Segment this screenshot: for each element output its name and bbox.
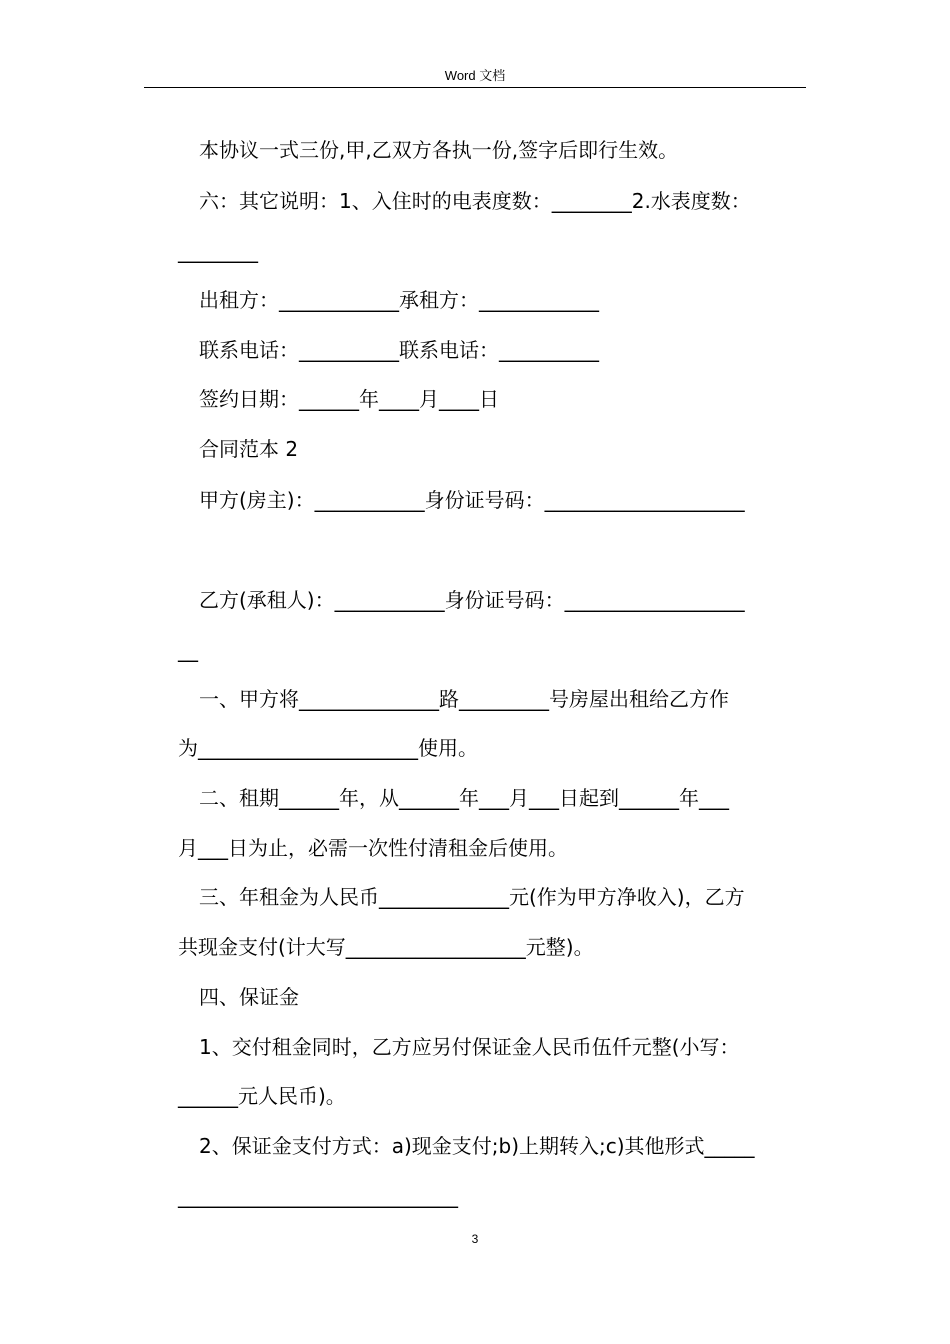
paragraph-line: 甲方(房主)：___________身份证号码：____________________ [199,488,745,512]
paragraph-line: ______元人民币)。 [178,1084,346,1108]
paragraph-line: 共现金支付(计大写__________________元整)。 [178,935,594,959]
paragraph-line: ____________________________ [178,1184,458,1208]
section-heading: 合同范本 2 [199,437,299,461]
paragraph-line: ________ [178,239,258,263]
header-divider [144,87,806,88]
paragraph-line: 乙方(承租人)：___________身份证号码：__________________ [199,588,745,612]
paragraph-line: 签约日期：______年____月____日 [199,387,499,411]
paragraph-line: __ [178,638,198,662]
paragraph-line: 月___日为止，必需一次性付清租金后使用。 [178,836,568,860]
paragraph-line: 出租方：____________承租方：____________ [199,288,599,312]
paragraph-line: 2、保证金支付方式：a)现金支付;b)上期转入;c)其他形式_____ [199,1134,755,1158]
header-title: Word 文档 [444,68,506,83]
paragraph-line: 本协议一式三份,甲,乙双方各执一份,签字后即行生效。 [199,138,679,162]
paragraph-line: 二、租期______年，从______年___月___日起到______年___ [199,786,729,810]
paragraph-line: 为______________________使用。 [178,736,478,760]
page-number: 3 [471,1232,479,1246]
paragraph-line: 一、甲方将______________路_________号房屋出租给乙方作 [199,687,729,711]
paragraph-line: 联系电话：__________联系电话：__________ [199,338,599,362]
paragraph-line: 六：其它说明：1、入住时的电表度数：________2.水表度数： [199,189,751,213]
paragraph-line: 三、年租金为人民币_____________元(作为甲方净收入)，乙方 [199,885,745,909]
section-heading: 四、保证金 [199,985,299,1009]
paragraph-line: 1、交付租金同时，乙方应另付保证金人民币伍仟元整(小写： [199,1035,740,1059]
